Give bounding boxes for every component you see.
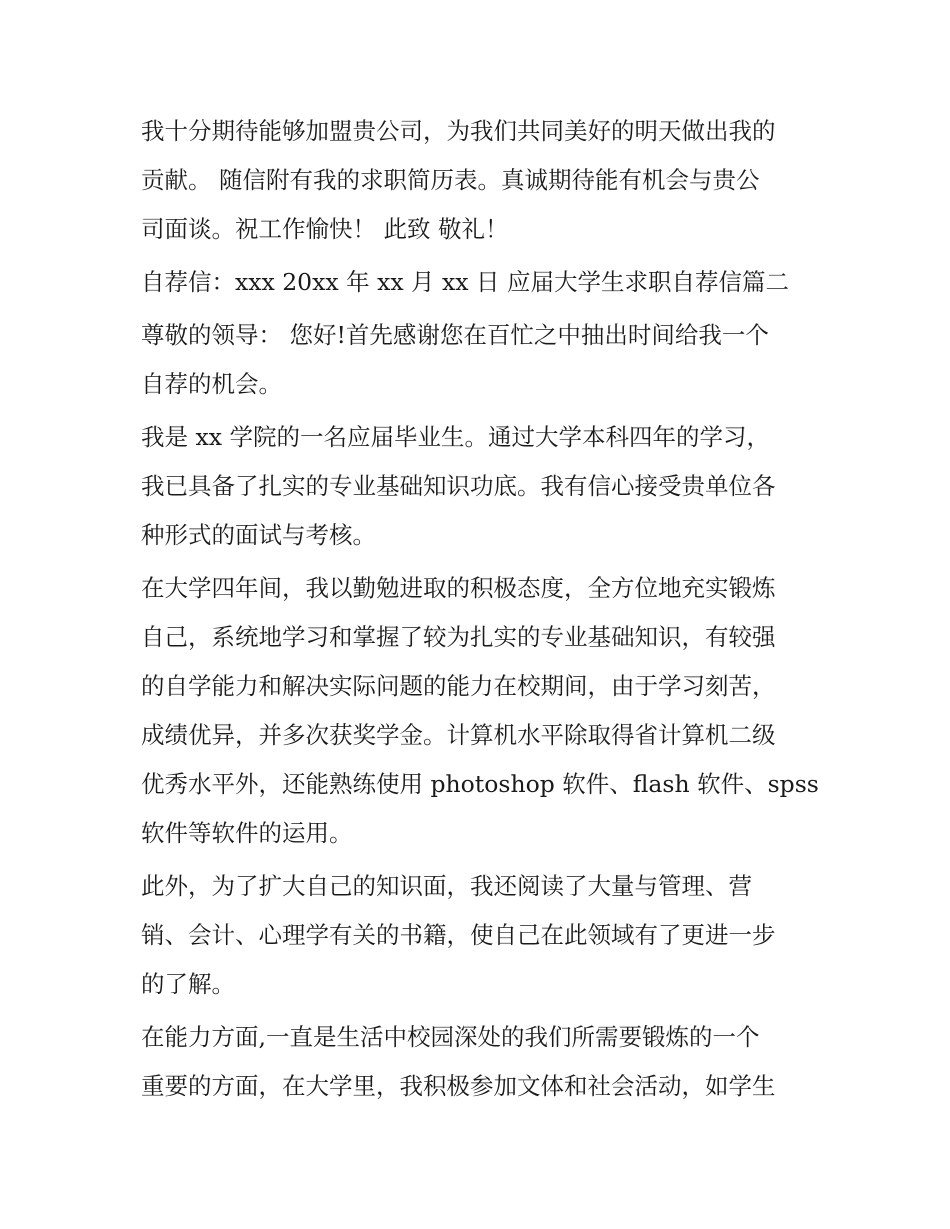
paragraph-signature	[141, 258, 816, 307]
text-line: 司面谈。祝工作愉快！ 此致 敬礼！	[141, 215, 509, 243]
text-line: 种形式的面试与考核。	[141, 521, 376, 549]
text-line: 贡献。 随信附有我的求职简历表。真诚期待能有机会与贵公	[141, 166, 760, 194]
text-line: 我十分期待能够加盟贵公司，为我们共同美好的明天做出我的	[141, 117, 776, 145]
paragraph-reading	[141, 862, 816, 1009]
text-line: 的自学能力和解决实际问题的能力在校期间，由于学习刻苦，	[141, 672, 776, 700]
text-line: 我是 xx 学院的一名应届毕业生。通过大学本科四年的学习，	[141, 423, 770, 451]
text-line: 自己，系统地学习和掌握了较为扎实的专业基础知识，有较强	[141, 623, 776, 651]
text-line: 的了解。	[141, 970, 235, 998]
text-line: 重要的方面，在大学里，我积极参加文体和社会活动，如学生	[141, 1072, 776, 1100]
text-line: 软件等软件的运用。	[141, 819, 353, 847]
paragraph-greeting	[141, 311, 816, 409]
text-line: 在能力方面,一直是生活中校园深处的我们所需要锻炼的一个	[141, 1023, 760, 1051]
text-line: 自荐的机会。	[141, 370, 282, 398]
document-body	[141, 107, 819, 1115]
text-line: 优秀水平外，还能熟练使用 photoshop 软件、flash 软件、spss	[141, 770, 819, 798]
text-line: 销、会计、心理学有关的书籍，使自己在此领域有了更进一步	[141, 921, 776, 949]
text-line: 尊敬的领导： 您好!首先感谢您在百忙之中抽出时间给我一个	[141, 321, 769, 349]
paragraph-university	[141, 564, 819, 858]
text-line: 在大学四年间，我以勤勉进取的积极态度，全方位地充实锻炼	[141, 574, 776, 602]
paragraph-closing	[141, 107, 816, 254]
text-line: 我已具备了扎实的专业基础知识功底。我有信心接受贵单位各	[141, 472, 776, 500]
paragraph-introduction	[141, 413, 816, 560]
text-line: 成绩优异，并多次获奖学金。计算机水平除取得省计算机二级	[141, 721, 776, 749]
text-line: 自荐信：xxx 20xx 年 xx 月 xx 日 应届大学生求职自荐信篇二	[141, 268, 789, 296]
text-line: 此外，为了扩大自己的知识面，我还阅读了大量与管理、营	[141, 872, 752, 900]
paragraph-abilities	[141, 1013, 816, 1111]
